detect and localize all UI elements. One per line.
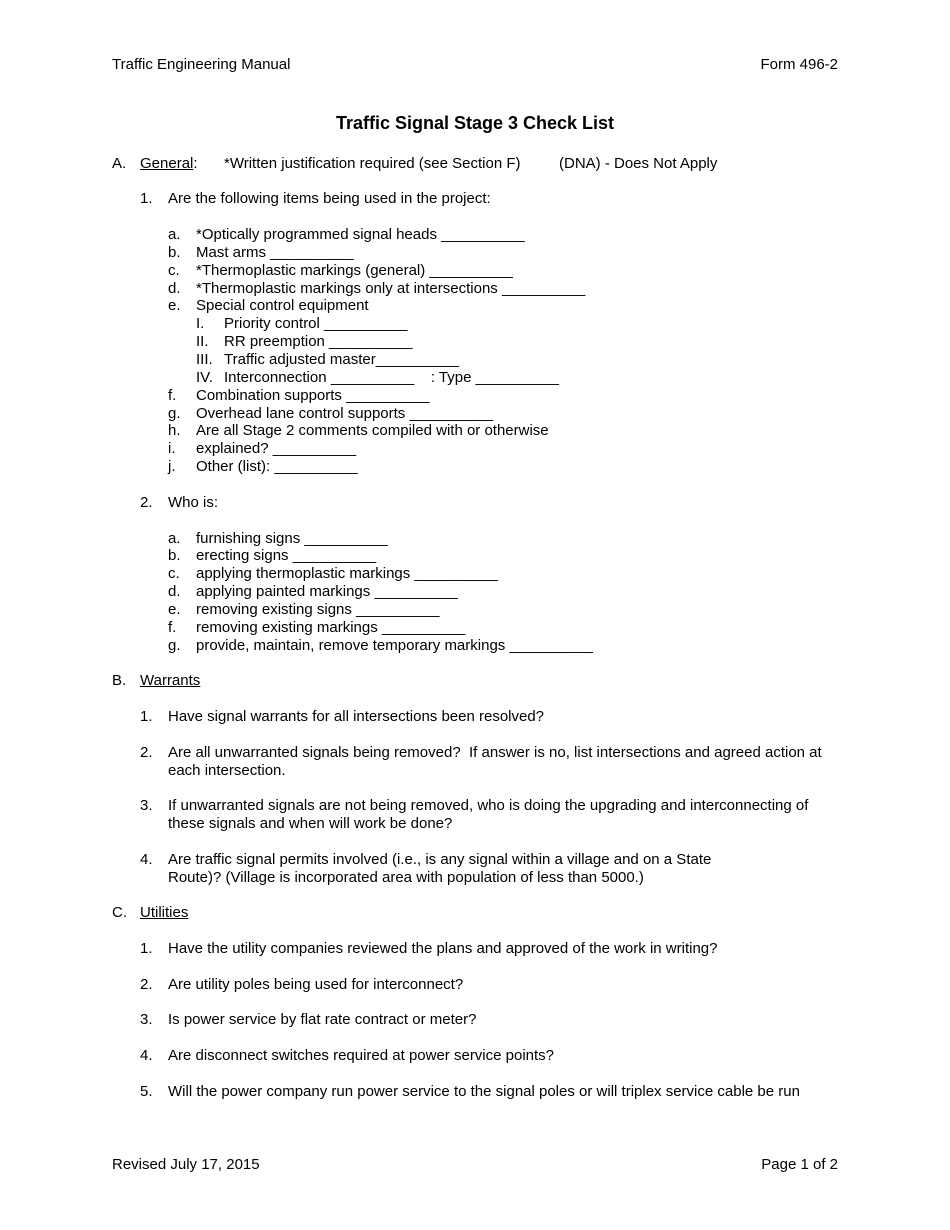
- b-q4-text-line2: Route)? (Village is incorporated area with population of less than 5000.): [168, 869, 644, 886]
- item-removing-markings: removing existing markings __________: [196, 619, 466, 636]
- c-q3-text: Is power service by flat rate contract or meter?: [168, 1011, 477, 1028]
- c-q5-text: Will the power company run power service to the signal poles or will triplex service cable be run: [168, 1083, 800, 1100]
- section-b-marker: B.: [112, 672, 127, 689]
- subitem-marker: I.: [196, 315, 205, 332]
- item-explained: explained? __________: [196, 440, 357, 457]
- c-q2-number: 2.: [140, 976, 153, 993]
- subitem-priority-control: Priority control __________: [224, 315, 408, 332]
- q2-text: Who is:: [168, 494, 219, 511]
- item-marker: i.: [168, 440, 176, 457]
- section-c-marker: C.: [112, 904, 127, 921]
- subitem-marker: IV.: [196, 369, 213, 386]
- subitem-rr-preemption: RR preemption __________: [224, 333, 413, 350]
- subitem-marker: II.: [196, 333, 209, 350]
- justification-note: *Written justification required (see Section F): [224, 155, 521, 172]
- item-overhead-lane-control: Overhead lane control supports __________: [196, 405, 493, 422]
- section-a-heading: General:: [140, 155, 198, 172]
- section-b-heading: Warrants: [140, 672, 201, 689]
- item-furnishing-signs: furnishing signs __________: [196, 530, 388, 547]
- item-combination-supports: Combination supports __________: [196, 387, 430, 404]
- item-marker: g.: [168, 405, 181, 422]
- item-marker: f.: [168, 619, 177, 636]
- c-q3-number: 3.: [140, 1011, 153, 1028]
- q1-number: 1.: [140, 190, 153, 207]
- page-title: Traffic Signal Stage 3 Check List: [335, 113, 615, 133]
- c-q4-text: Are disconnect switches required at power service points?: [168, 1047, 555, 1064]
- footer-page-number: Page 1 of 2: [761, 1156, 838, 1173]
- item-marker: d.: [168, 280, 181, 297]
- b-q3-number: 3.: [140, 797, 153, 814]
- c-q2-text: Are utility poles being used for interconnect?: [168, 976, 464, 993]
- section-a-marker: A.: [112, 155, 127, 172]
- b-q4-text-line1: Are traffic signal permits involved (i.e., is any signal within a village and on a State: [168, 851, 712, 868]
- item-other-list: Other (list): __________: [196, 458, 358, 475]
- dna-note: (DNA) - Does Not Apply: [559, 155, 718, 172]
- b-q2-number: 2.: [140, 744, 153, 761]
- header-manual-title: Traffic Engineering Manual: [112, 56, 291, 73]
- q1-text: Are the following items being used in the project:: [168, 190, 491, 207]
- item-stage2-comments: Are all Stage 2 comments compiled with or otherwise: [196, 422, 549, 439]
- item-marker: b.: [168, 244, 181, 261]
- item-marker: j.: [168, 458, 176, 475]
- item-marker: d.: [168, 583, 181, 600]
- item-marker: f.: [168, 387, 177, 404]
- item-applying-painted: applying painted markings __________: [196, 583, 458, 600]
- b-q3-text-line2: these signals and when will work be done?: [168, 815, 453, 832]
- item-marker: a.: [168, 530, 181, 547]
- item-marker: e.: [168, 601, 181, 618]
- c-q4-number: 4.: [140, 1047, 153, 1064]
- c-q1-text: Have the utility companies reviewed the plans and approved of the work in writing?: [168, 940, 718, 957]
- item-marker: b.: [168, 547, 181, 564]
- item-marker: c.: [168, 565, 180, 582]
- item-mast-arms: Mast arms __________: [196, 244, 354, 261]
- item-thermoplastic-intersections: *Thermoplastic markings only at intersections __________: [196, 280, 586, 297]
- subitem-interconnection: Interconnection __________ : Type __________: [224, 369, 560, 386]
- q2-number: 2.: [140, 494, 153, 511]
- item-erecting-signs: erecting signs __________: [196, 547, 377, 564]
- item-temporary-markings: provide, maintain, remove temporary markings __________: [196, 637, 593, 654]
- b-q1-number: 1.: [140, 708, 153, 725]
- b-q1-text: Have signal warrants for all intersections been resolved?: [168, 708, 545, 725]
- item-marker: g.: [168, 637, 181, 654]
- item-marker: c.: [168, 262, 180, 279]
- item-applying-thermoplastic: applying thermoplastic markings __________: [196, 565, 498, 582]
- item-thermoplastic-general: *Thermoplastic markings (general) __________: [196, 262, 513, 279]
- item-marker: a.: [168, 226, 181, 243]
- subitem-marker: III.: [196, 351, 213, 368]
- subitem-traffic-adjusted-master: Traffic adjusted master__________: [224, 351, 460, 368]
- header-form-number: Form 496-2: [760, 56, 838, 73]
- b-q2-text-line1: Are all unwarranted signals being removed? If answer is no, list intersections and agreed action at: [168, 744, 822, 761]
- b-q3-text-line1: If unwarranted signals are not being removed, who is doing the upgrading and interconnecting of: [168, 797, 809, 814]
- c-q1-number: 1.: [140, 940, 153, 957]
- item-optically-programmed-heads: *Optically programmed signal heads __________: [196, 226, 525, 243]
- c-q5-number: 5.: [140, 1083, 153, 1100]
- item-marker: e.: [168, 297, 181, 314]
- section-c-heading: Utilities: [140, 904, 189, 921]
- footer-revised-date: Revised July 17, 2015: [112, 1156, 260, 1173]
- b-q4-number: 4.: [140, 851, 153, 868]
- item-removing-signs: removing existing signs __________: [196, 601, 440, 618]
- b-q2-text-line2: each intersection.: [168, 762, 286, 779]
- item-marker: h.: [168, 422, 181, 439]
- item-special-control-equipment: Special control equipment: [196, 297, 369, 314]
